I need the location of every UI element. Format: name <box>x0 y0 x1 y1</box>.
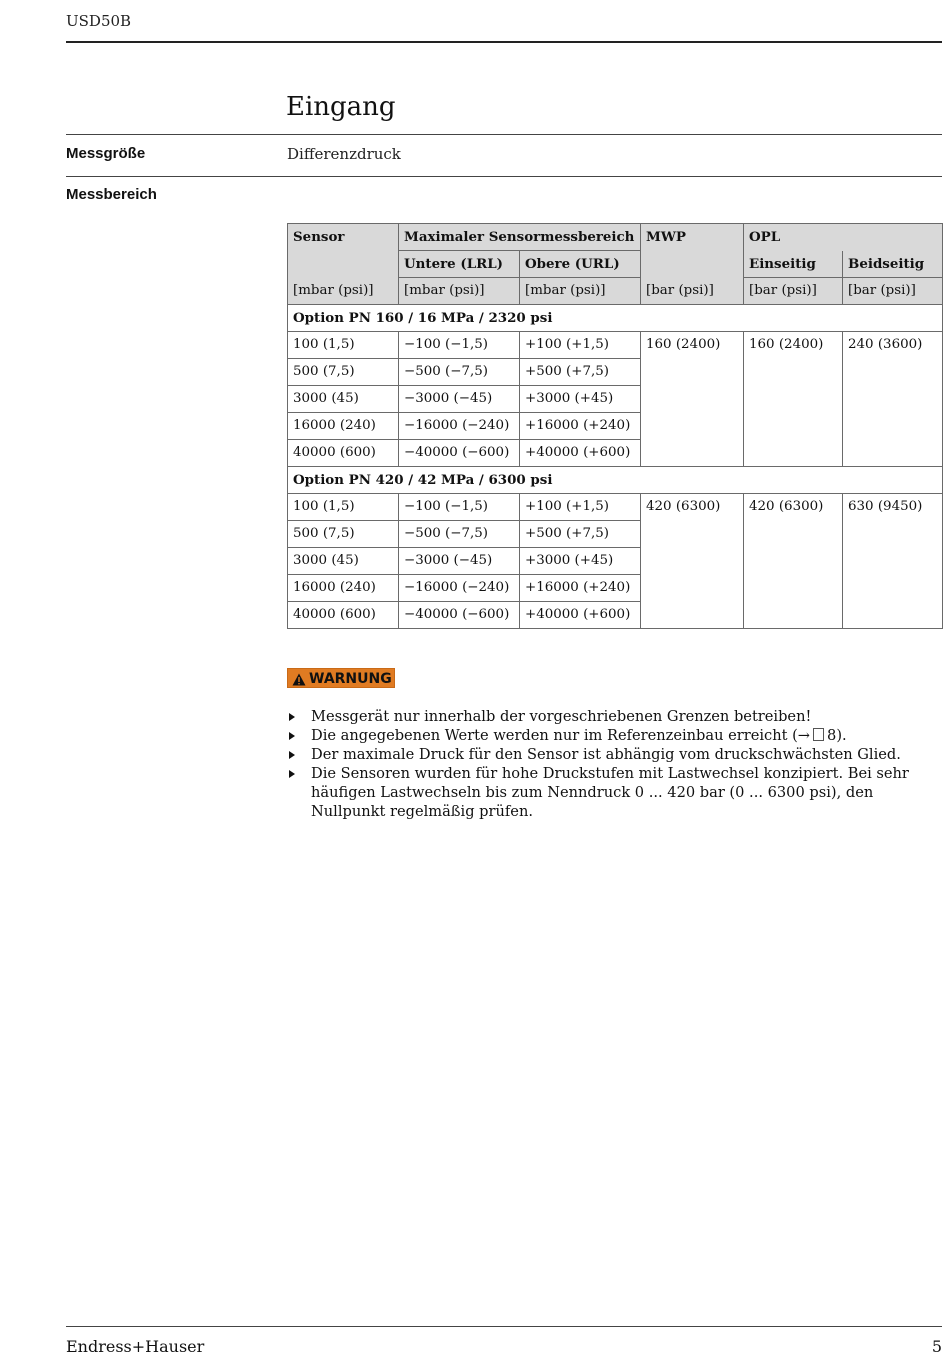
warning-badge <box>287 668 395 688</box>
lrl-cell: −500 (−7,5) <box>399 359 520 386</box>
lrl-cell: −100 (−1,5) <box>399 332 520 359</box>
warning-item-text: Der maximale Druck für den Sensor ist abhängig vom druckschwächsten Glied. <box>311 746 901 763</box>
lrl-cell: −3000 (−45) <box>399 548 520 575</box>
list-item <box>287 726 932 745</box>
document-code: USD50B <box>66 12 132 30</box>
lrl-cell: −500 (−7,5) <box>399 521 520 548</box>
footer-brand: Endress+Hauser <box>66 1337 205 1356</box>
url-cell: +40000 (+600) <box>520 440 641 467</box>
sensor-cell: 500 (7,5) <box>288 521 399 548</box>
group-title: Option PN 420 / 42 MPa / 6300 psi <box>288 467 943 494</box>
header-upper: Obere (URL) <box>520 251 641 278</box>
warning-item-text: Die angegebenen Werte werden nur im Referenzeinbau erreicht (→ <box>311 727 811 744</box>
messgroesse-label: Messgröße <box>66 145 146 162</box>
url-cell: +3000 (+45) <box>520 386 641 413</box>
header-rule <box>66 41 942 43</box>
footer-rule <box>66 1326 942 1327</box>
lrl-cell: −40000 (−600) <box>399 440 520 467</box>
page-number: 5 <box>931 1337 942 1356</box>
sensor-cell: 40000 (600) <box>288 602 399 629</box>
messgroesse-rule <box>66 176 942 177</box>
opl-two-sided-cell: 630 (9450) <box>843 494 943 629</box>
group-title-row <box>288 305 943 332</box>
lrl-cell: −100 (−1,5) <box>399 494 520 521</box>
url-cell: +16000 (+240) <box>520 413 641 440</box>
bullet-icon <box>289 770 295 778</box>
opl-two-sided-cell: 240 (3600) <box>843 332 943 467</box>
warning-item-text: Die Sensoren wurden für hohe Druckstufen mit Lastwechsel konzipiert. Bei sehr häufigen Lastwechseln bis zum Nenndruck 0 ... 420 bar (0 ... 6300 psi), den Nullpunkt regelmäßig prüfen. <box>311 765 909 820</box>
mwp-cell: 420 (6300) <box>641 494 744 629</box>
unit-two-sided: [bar (psi)] <box>843 278 943 305</box>
unit-one-sided: [bar (psi)] <box>744 278 843 305</box>
table-header-row <box>288 224 943 251</box>
bullet-icon <box>289 751 295 759</box>
bullet-icon <box>289 713 295 721</box>
warning-triangle-icon <box>292 673 306 686</box>
header-opl: OPL <box>744 224 943 251</box>
sensor-cell: 40000 (600) <box>288 440 399 467</box>
warning-list <box>287 707 932 821</box>
url-cell: +100 (+1,5) <box>520 494 641 521</box>
lrl-cell: −3000 (−45) <box>399 386 520 413</box>
header-max-range: Maximaler Sensormessbereich <box>399 224 641 251</box>
table-subheader-row <box>288 251 943 278</box>
group-title: Option PN 160 / 16 MPa / 2320 psi <box>288 305 943 332</box>
url-cell: +100 (+1,5) <box>520 332 641 359</box>
list-item <box>287 745 932 764</box>
lrl-cell: −16000 (−240) <box>399 413 520 440</box>
header-mwp-spacer <box>641 251 744 278</box>
url-cell: +500 (+7,5) <box>520 359 641 386</box>
header-one-sided: Einseitig <box>744 251 843 278</box>
bullet-icon <box>289 732 295 740</box>
section-title: Eingang <box>286 92 396 122</box>
list-item <box>287 707 932 726</box>
sensor-cell: 3000 (45) <box>288 386 399 413</box>
warning-item-text: Messgerät nur innerhalb der vorgeschriebenen Grenzen betreiben! <box>311 708 812 725</box>
sensor-cell: 100 (1,5) <box>288 494 399 521</box>
lrl-cell: −40000 (−600) <box>399 602 520 629</box>
header-sensor-spacer <box>288 251 399 278</box>
list-item <box>287 764 932 821</box>
group-title-row <box>288 467 943 494</box>
header-sensor: Sensor <box>288 224 399 251</box>
page-reference-link[interactable]: 8). <box>827 727 847 744</box>
sensor-cell: 3000 (45) <box>288 548 399 575</box>
opl-one-sided-cell: 420 (6300) <box>744 494 843 629</box>
url-cell: +500 (+7,5) <box>520 521 641 548</box>
opl-one-sided-cell: 160 (2400) <box>744 332 843 467</box>
page-reference-icon <box>813 728 824 741</box>
unit-sensor: [mbar (psi)] <box>288 278 399 305</box>
messgroesse-value: Differenzdruck <box>287 145 401 163</box>
sensor-cell: 16000 (240) <box>288 413 399 440</box>
mwp-cell: 160 (2400) <box>641 332 744 467</box>
measuring-range-table <box>287 223 943 629</box>
table-row <box>288 332 943 359</box>
lrl-cell: −16000 (−240) <box>399 575 520 602</box>
header-lower: Untere (LRL) <box>399 251 520 278</box>
url-cell: +16000 (+240) <box>520 575 641 602</box>
unit-upper: [mbar (psi)] <box>520 278 641 305</box>
warning-label: WARNUNG <box>309 671 392 687</box>
url-cell: +3000 (+45) <box>520 548 641 575</box>
url-cell: +40000 (+600) <box>520 602 641 629</box>
table-unit-row <box>288 278 943 305</box>
messbereich-label: Messbereich <box>66 186 157 203</box>
table-row <box>288 494 943 521</box>
unit-mwp: [bar (psi)] <box>641 278 744 305</box>
sensor-cell: 100 (1,5) <box>288 332 399 359</box>
unit-lower: [mbar (psi)] <box>399 278 520 305</box>
header-two-sided: Beidseitig <box>843 251 943 278</box>
sensor-cell: 500 (7,5) <box>288 359 399 386</box>
sensor-cell: 16000 (240) <box>288 575 399 602</box>
header-mwp: MWP <box>641 224 744 251</box>
section-rule <box>66 134 942 135</box>
